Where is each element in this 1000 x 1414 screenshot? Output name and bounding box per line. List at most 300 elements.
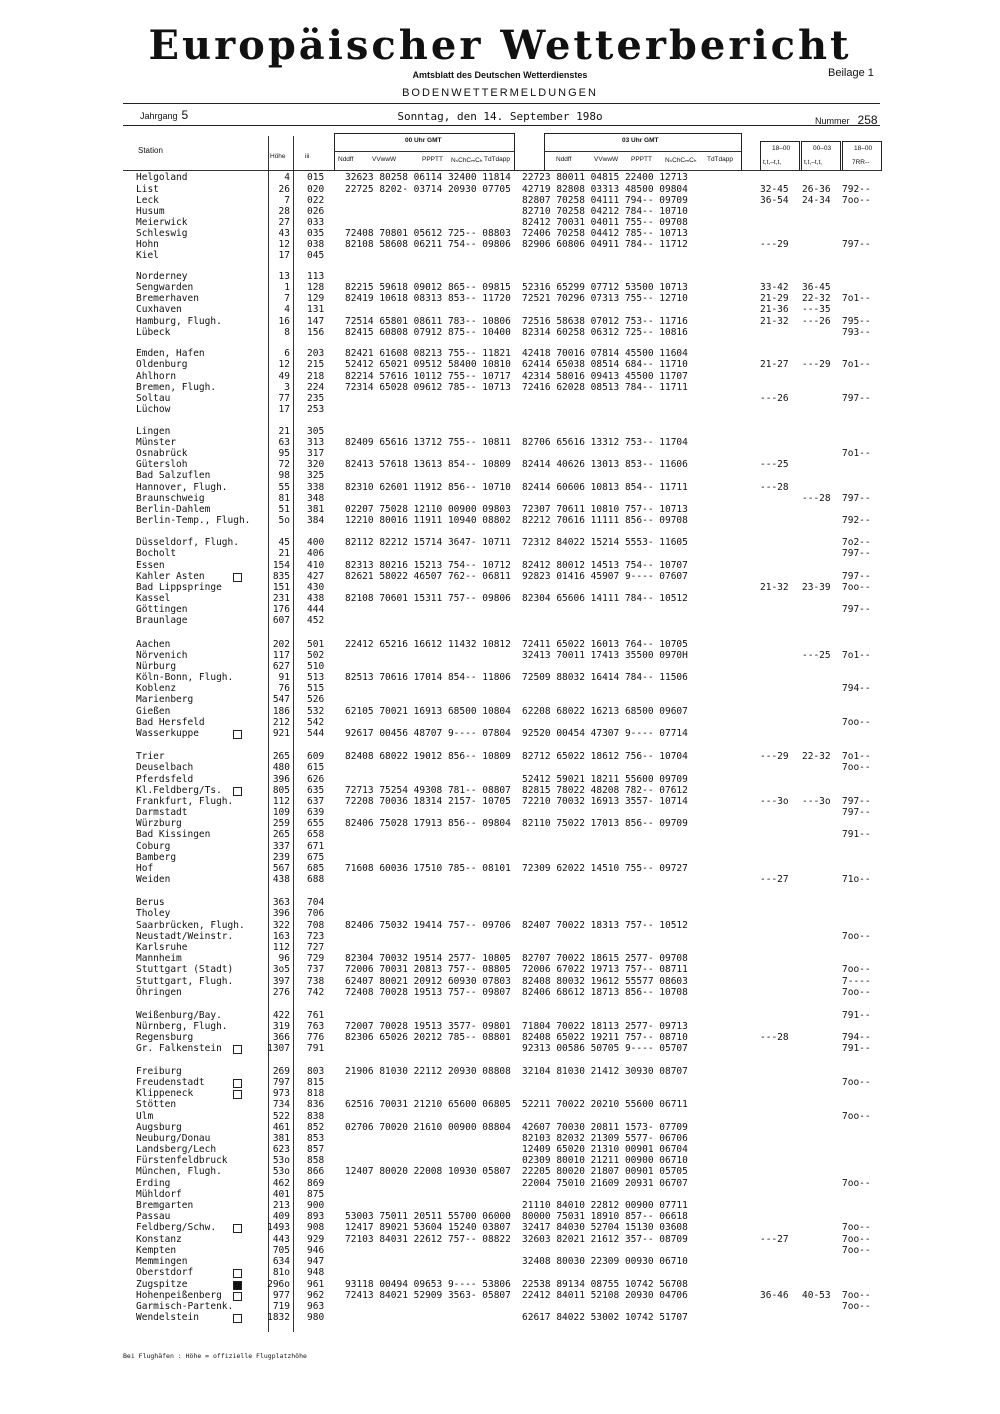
station-name: Deuselbach	[136, 762, 194, 773]
precip-18-00: 7oo--	[842, 964, 871, 975]
precip-18-00: 7oo--	[842, 762, 871, 773]
precip-18-00: 792--	[842, 515, 871, 526]
col-vvwww-00: VVwwW	[372, 156, 397, 163]
station-name: Husum	[136, 206, 165, 217]
station-index: 776	[307, 1032, 325, 1043]
precip-18-00: 797--	[842, 604, 871, 615]
station-name: Gießen	[136, 706, 171, 717]
mountain-station-marker	[233, 1269, 242, 1278]
station-height: 12	[278, 359, 290, 370]
precip-18-00: 7oo--	[842, 1234, 871, 1245]
station-name: Weißenburg/Bay.	[136, 1010, 222, 1021]
station-index: 430	[307, 582, 325, 593]
station-name: Nürburg	[136, 661, 177, 672]
temp-range-00-03: 36-45	[802, 282, 831, 293]
obs-03-gmt: 82412 80012 14513 754-- 10707	[522, 560, 688, 571]
station-height: 462	[272, 1178, 290, 1189]
station-name: Braunschweig	[136, 493, 205, 504]
station-index: 033	[307, 217, 325, 228]
station-name: Köln-Bonn, Flugh.	[136, 672, 234, 683]
station-height: 1493	[267, 1222, 290, 1233]
obs-03-gmt: 82710 70258 04212 784-- 10710	[522, 206, 688, 217]
station-index: 704	[307, 897, 325, 908]
precip-18-00: 7oo--	[842, 1290, 871, 1301]
mountain-station-marker	[233, 573, 242, 582]
station-height: 21	[278, 548, 290, 559]
precip-18-00: 7oo--	[842, 717, 871, 728]
station-index: 313	[307, 437, 325, 448]
station-name: Marienberg	[136, 694, 194, 705]
report-subtitle: Amtsblatt des Deutschen Wetterdienstes	[412, 70, 588, 80]
col-r1: 18–00	[772, 145, 791, 152]
jahrgang-label: Jahrgang	[140, 111, 178, 121]
col-vvwww-03: VVwwW	[594, 156, 619, 163]
obs-00-gmt: 82406 75028 17913 856-- 09804	[345, 818, 511, 829]
station-index: 815	[307, 1077, 325, 1088]
obs-03-gmt: 82406 68612 18713 856-- 10708	[522, 987, 688, 998]
obs-03-gmt: 72521 70296 07313 755-- 12710	[522, 293, 688, 304]
station-height: 7	[284, 293, 290, 304]
station-height: 719	[272, 1301, 290, 1312]
obs-03-gmt: 32104 81030 21412 30930 08707	[522, 1066, 688, 1077]
temp-range-18-00: ---28	[760, 482, 789, 493]
station-index: 763	[307, 1021, 325, 1032]
station-row	[0, 615, 1000, 627]
station-height: 117	[272, 650, 290, 661]
precip-18-00: 794--	[842, 1032, 871, 1043]
station-index: 045	[307, 250, 325, 261]
station-row	[0, 250, 1000, 262]
obs-00-gmt: 82513 70616 17014 854-- 11806	[345, 672, 511, 683]
station-index: 542	[307, 717, 325, 728]
station-height: 607	[272, 615, 290, 626]
station-index: 348	[307, 493, 325, 504]
station-name: Würzburg	[136, 818, 182, 829]
obs-00-gmt: 82304 70032 19514 2577- 10805	[345, 953, 511, 964]
station-index: 410	[307, 560, 325, 571]
mountain-station-marker	[233, 787, 242, 796]
obs-00-gmt: 93118 00494 09653 9---- 53806	[345, 1279, 511, 1290]
station-height: 265	[272, 829, 290, 840]
station-height: 627	[272, 661, 290, 672]
nummer-label: Nummer	[815, 116, 850, 126]
station-index: 853	[307, 1133, 325, 1144]
station-index: 803	[307, 1066, 325, 1077]
obs-00-gmt: 72408 70028 19513 757-- 09807	[345, 987, 511, 998]
obs-03-gmt: 72509 88032 16414 784-- 11506	[522, 672, 688, 683]
station-name: Frankfurt, Flugh.	[136, 796, 234, 807]
station-height: 7	[284, 195, 290, 206]
station-height: 109	[272, 807, 290, 818]
precip-18-00: 7o1--	[842, 293, 871, 304]
obs-03-gmt: 21110 84010 22812 00900 07711	[522, 1200, 688, 1211]
station-index: 381	[307, 504, 325, 515]
precip-18-00: 7oo--	[842, 582, 871, 593]
station-index: 427	[307, 571, 325, 582]
station-name: Bremen, Flugh.	[136, 382, 217, 393]
obs-00-gmt: 82306 65026 20212 785-- 08801	[345, 1032, 511, 1043]
obs-03-gmt: 92823 01416 45907 9---- 07607	[522, 571, 688, 582]
obs-03-gmt: 82414 40626 13013 853-- 11606	[522, 459, 688, 470]
precip-18-00: 797--	[842, 393, 871, 404]
station-name: Koblenz	[136, 683, 177, 694]
obs-00-gmt: 82108 58608 06211 754-- 09806	[345, 239, 511, 250]
obs-03-gmt: 52316 65299 07712 53500 10713	[522, 282, 688, 293]
obs-03-gmt: 52412 59021 18211 55600 09709	[522, 774, 688, 785]
station-name: Schleswig	[136, 228, 188, 239]
station-height: 43	[278, 228, 290, 239]
station-height: 1	[284, 282, 290, 293]
station-row	[0, 1099, 1000, 1111]
station-index: 038	[307, 239, 325, 250]
station-height: 17	[278, 404, 290, 415]
col-00-gmt: 00 Uhr GMT	[405, 137, 442, 144]
obs-00-gmt: 62516 70031 21210 65600 06805	[345, 1099, 511, 1110]
obs-03-gmt: 72406 70258 04412 785-- 10713	[522, 228, 688, 239]
station-index: 929	[307, 1234, 325, 1245]
station-height: 63	[278, 437, 290, 448]
station-height: 112	[272, 796, 290, 807]
obs-00-gmt: 32623 80258 06114 32400 11814	[345, 172, 511, 183]
station-height: 186	[272, 706, 290, 717]
station-name: Ulm	[136, 1111, 154, 1122]
station-name: Landsberg/Lech	[136, 1144, 217, 1155]
temp-range-18-00: 21-32	[760, 316, 789, 327]
station-height: 269	[272, 1066, 290, 1077]
station-name: Soltau	[136, 393, 171, 404]
mountain-station-marker	[233, 730, 242, 739]
obs-00-gmt: 02207 75028 12110 00900 09803	[345, 504, 511, 515]
station-row	[0, 1222, 1000, 1234]
obs-00-gmt: 72514 65801 08611 783-- 10806	[345, 316, 511, 327]
station-name: Feldberg/Schw.	[136, 1222, 217, 1233]
station-height: 81o	[272, 1267, 290, 1278]
station-index: 129	[307, 293, 325, 304]
station-height: 805	[272, 785, 290, 796]
obs-03-gmt: 82414 60606 10813 854-- 11711	[522, 482, 688, 493]
precip-18-00: 7oo--	[842, 931, 871, 942]
temp-range-00-03: 22-32	[802, 293, 831, 304]
mountain-station-marker	[233, 1045, 242, 1054]
temp-range-18-00: 36-46	[760, 1290, 789, 1301]
obs-03-gmt: 82103 82032 21309 5577- 06706	[522, 1133, 688, 1144]
station-height: 1832	[267, 1312, 290, 1323]
mountain-station-marker	[233, 1090, 242, 1099]
header-divider-03	[544, 151, 741, 152]
temp-range-18-00: ---25	[760, 459, 789, 470]
station-height: 319	[272, 1021, 290, 1032]
temp-range-00-03: 40-53	[802, 1290, 831, 1301]
col-r3: 18–00	[854, 145, 873, 152]
station-index: 639	[307, 807, 325, 818]
col-nddff-00: Nddff	[338, 156, 354, 163]
precip-18-00: 7oo--	[842, 1178, 871, 1189]
precip-18-00: 7oo--	[842, 1245, 871, 1256]
obs-03-gmt: 72006 67022 19713 757-- 08711	[522, 964, 688, 975]
precip-18-00: 791--	[842, 829, 871, 840]
obs-03-gmt: 42719 82808 03313 48500 09804	[522, 184, 688, 195]
temp-range-18-00: 32-45	[760, 184, 789, 195]
obs-00-gmt: 72713 75254 49308 781-- 08807	[345, 785, 511, 796]
station-name: Hohn	[136, 239, 159, 250]
station-index: 866	[307, 1166, 325, 1177]
station-index: 738	[307, 976, 325, 987]
station-index: 203	[307, 348, 325, 359]
station-row	[0, 1043, 1000, 1055]
obs-00-gmt: 82408 68022 19012 856-- 10809	[345, 751, 511, 762]
station-name: Passau	[136, 1211, 171, 1222]
station-index: 526	[307, 694, 325, 705]
obs-03-gmt: 82707 70022 18615 2577- 09708	[522, 953, 688, 964]
station-index: 655	[307, 818, 325, 829]
col-clouds-03: NₛChCₘCₕ	[665, 157, 697, 164]
station-name: Stuttgart, Flugh.	[136, 976, 234, 987]
station-height: 480	[272, 762, 290, 773]
obs-03-gmt: 72516 58638 07012 753-- 11716	[522, 316, 688, 327]
station-height: 51	[278, 504, 290, 515]
station-index: 626	[307, 774, 325, 785]
obs-03-gmt: 32413 70011 17413 35500 0970H	[522, 650, 688, 661]
station-height: 213	[272, 1200, 290, 1211]
obs-03-gmt: 32408 80030 22309 00930 06710	[522, 1256, 688, 1267]
station-index: 513	[307, 672, 325, 683]
station-index: 609	[307, 751, 325, 762]
station-name: Hamburg, Flugh.	[136, 316, 222, 327]
obs-00-gmt: 62105 70021 16913 68500 10804	[345, 706, 511, 717]
station-index: 022	[307, 195, 325, 206]
station-index: 838	[307, 1111, 325, 1122]
obs-03-gmt: 22538 89134 08755 10742 56708	[522, 1279, 688, 1290]
temp-range-18-00: 21-36	[760, 304, 789, 315]
station-height: 337	[272, 841, 290, 852]
station-index: 215	[307, 359, 325, 370]
temp-range-18-00: 33-42	[760, 282, 789, 293]
precip-18-00: 797--	[842, 796, 871, 807]
station-index: 948	[307, 1267, 325, 1278]
station-index: 900	[307, 1200, 325, 1211]
temp-range-00-03: ---3o	[802, 796, 831, 807]
obs-00-gmt: 82108 70601 15311 757-- 09806	[345, 593, 511, 604]
precip-18-00: 7oo--	[842, 1077, 871, 1088]
station-index: 852	[307, 1122, 325, 1133]
station-index: 532	[307, 706, 325, 717]
obs-00-gmt: 22725 8202- 03714 20930 07705	[345, 184, 511, 195]
station-name: Oberstdorf	[136, 1267, 194, 1278]
station-index: 908	[307, 1222, 325, 1233]
station-row	[0, 964, 1000, 976]
station-height: 154	[272, 560, 290, 571]
station-name: Mannheim	[136, 953, 182, 964]
station-height: 12	[278, 239, 290, 250]
station-height: 322	[272, 920, 290, 931]
obs-00-gmt: 82406 75032 19414 757-- 09706	[345, 920, 511, 931]
report-title: Europäischer Wetterbericht	[148, 22, 852, 69]
station-name: Coburg	[136, 841, 171, 852]
station-height: 96	[278, 953, 290, 964]
station-row	[0, 304, 1000, 316]
col-station: Station	[138, 146, 163, 155]
obs-03-gmt: 82212 70616 11111 856-- 09708	[522, 515, 688, 526]
precip-18-00: 7oo--	[842, 195, 871, 206]
col-td-03: TdTdapp	[707, 156, 734, 163]
obs-03-gmt: 72411 65022 16013 764-- 10705	[522, 639, 688, 650]
station-name: Wendelstein	[136, 1312, 199, 1323]
station-index: 675	[307, 852, 325, 863]
obs-03-gmt: 42314 58016 09413 45500 11707	[522, 371, 688, 382]
station-name: Helgoland	[136, 172, 188, 183]
temp-range-00-03: 22-32	[802, 751, 831, 762]
station-index: 688	[307, 874, 325, 885]
obs-03-gmt: 82712 65022 18612 756-- 10704	[522, 751, 688, 762]
station-name: Essen	[136, 560, 165, 571]
precip-18-00: 792--	[842, 184, 871, 195]
station-name: München, Flugh.	[136, 1166, 222, 1177]
obs-03-gmt: 22004 75010 21609 20931 06707	[522, 1178, 688, 1189]
station-name: Garmisch-Partenk.	[136, 1301, 234, 1312]
precip-18-00: 797--	[842, 571, 871, 582]
temp-range-00-03: 24-34	[802, 195, 831, 206]
station-index: 128	[307, 282, 325, 293]
precip-18-00: 791--	[842, 1010, 871, 1021]
temp-range-18-00: ---3o	[760, 796, 789, 807]
station-index: 317	[307, 448, 325, 459]
station-index: 035	[307, 228, 325, 239]
obs-03-gmt: 52211 70022 20210 55600 06711	[522, 1099, 688, 1110]
station-name: Öhringen	[136, 987, 182, 998]
obs-00-gmt: 12210 80016 11911 10940 08802	[345, 515, 511, 526]
station-name: Ahlhorn	[136, 371, 177, 382]
station-name: Göttingen	[136, 604, 188, 615]
station-height: 8	[284, 327, 290, 338]
station-name: Berus	[136, 897, 165, 908]
obs-00-gmt: 82313 80216 15213 754-- 10712	[345, 560, 511, 571]
table-header-rule	[123, 170, 880, 171]
temp-range-00-03: ---28	[802, 493, 831, 504]
station-height: 366	[272, 1032, 290, 1043]
station-index: 737	[307, 964, 325, 975]
station-height: 17	[278, 250, 290, 261]
obs-03-gmt: 32417 84030 52704 15130 03608	[522, 1222, 688, 1233]
obs-03-gmt: 82412 70031 04011 755-- 09708	[522, 217, 688, 228]
station-height: 202	[272, 639, 290, 650]
obs-00-gmt: 72007 70028 19513 3577- 09801	[345, 1021, 511, 1032]
station-height: 91	[278, 672, 290, 683]
station-row	[0, 1166, 1000, 1178]
station-name: Tholey	[136, 908, 171, 919]
station-index: 338	[307, 482, 325, 493]
station-name: Lingen	[136, 426, 171, 437]
obs-03-gmt: 82807 70258 04111 794-- 09709	[522, 195, 688, 206]
obs-00-gmt: 82421 61608 08213 755-- 11821	[345, 348, 511, 359]
station-index: 727	[307, 942, 325, 953]
station-height: 396	[272, 908, 290, 919]
col-pppt-00: PPPTT	[422, 156, 443, 163]
station-name: Gr. Falkenstein	[136, 1043, 222, 1054]
temp-range-18-00: 21-32	[760, 582, 789, 593]
obs-03-gmt: 82815 78022 48208 782-- 07612	[522, 785, 688, 796]
precip-18-00: 7o1--	[842, 448, 871, 459]
station-height: 49	[278, 371, 290, 382]
obs-00-gmt: 82415 60808 07912 875-- 10400	[345, 327, 511, 338]
precip-18-00: 7oo--	[842, 1222, 871, 1233]
station-height: 151	[272, 582, 290, 593]
station-index: 501	[307, 639, 325, 650]
station-name: Regensburg	[136, 1032, 194, 1043]
station-name: Lüchow	[136, 404, 171, 415]
obs-00-gmt: 82413 57618 13613 854-- 10809	[345, 459, 511, 470]
station-index: 658	[307, 829, 325, 840]
mountain-station-filled-marker	[233, 1281, 242, 1290]
station-index: 320	[307, 459, 325, 470]
obs-00-gmt: 72314 65028 09612 785-- 10713	[345, 382, 511, 393]
obs-00-gmt: 02706 70020 21610 00900 08804	[345, 1122, 511, 1133]
station-index: 235	[307, 393, 325, 404]
station-index: 147	[307, 316, 325, 327]
temp-range-00-03: ---26	[802, 316, 831, 327]
station-row	[0, 172, 1000, 184]
station-height: 45	[278, 537, 290, 548]
station-name: Nörvenich	[136, 650, 188, 661]
station-index: 671	[307, 841, 325, 852]
jahrgang-value: 5	[181, 108, 189, 122]
temp-range-18-00: ---28	[760, 1032, 789, 1043]
station-index: 723	[307, 931, 325, 942]
station-height: 276	[272, 987, 290, 998]
station-height: 1307	[267, 1043, 290, 1054]
station-name: Fürstenfeldbruck	[136, 1155, 228, 1166]
station-index: 515	[307, 683, 325, 694]
station-name: Stötten	[136, 1099, 177, 1110]
temp-range-18-00: 21-29	[760, 293, 789, 304]
station-name: Bocholt	[136, 548, 177, 559]
station-name: Wasserkuppe	[136, 728, 199, 739]
station-index: 218	[307, 371, 325, 382]
col-td-00: TdTdapp	[484, 156, 511, 163]
station-row	[0, 470, 1000, 482]
station-name: Saarbrücken, Flugh.	[136, 920, 245, 931]
station-index: 708	[307, 920, 325, 931]
station-index: 026	[307, 206, 325, 217]
station-index: 729	[307, 953, 325, 964]
precip-18-00: 797--	[842, 548, 871, 559]
temp-range-18-00: 21-27	[760, 359, 789, 370]
obs-00-gmt: 12417 89021 53604 15240 03807	[345, 1222, 511, 1233]
station-name: Trier	[136, 751, 165, 762]
station-height: 77	[278, 393, 290, 404]
precip-18-00: 7oo--	[842, 1301, 871, 1312]
col-nddff-03: Nddff	[556, 156, 572, 163]
precip-18-00: 7o1--	[842, 359, 871, 370]
station-height: 76	[278, 683, 290, 694]
station-index: 253	[307, 404, 325, 415]
obs-00-gmt: 82419 10618 08313 853-- 11720	[345, 293, 511, 304]
station-row	[0, 515, 1000, 527]
temp-range-18-00: ---29	[760, 751, 789, 762]
station-name: Bremerhaven	[136, 293, 199, 304]
precip-18-00: 7o2--	[842, 537, 871, 548]
station-height: 422	[272, 1010, 290, 1021]
temp-range-18-00: ---29	[760, 239, 789, 250]
station-index: 791	[307, 1043, 325, 1054]
obs-03-gmt: 72210 70032 16913 3557- 10714	[522, 796, 688, 807]
header-rule-bottom	[123, 125, 880, 126]
station-name: Kempten	[136, 1245, 177, 1256]
obs-03-gmt: 02309 80010 21211 00900 06710	[522, 1155, 688, 1166]
col-iii: iii	[305, 153, 310, 160]
col-03-gmt: 03 Uhr GMT	[622, 137, 659, 144]
station-height: 363	[272, 897, 290, 908]
station-row	[0, 694, 1000, 706]
